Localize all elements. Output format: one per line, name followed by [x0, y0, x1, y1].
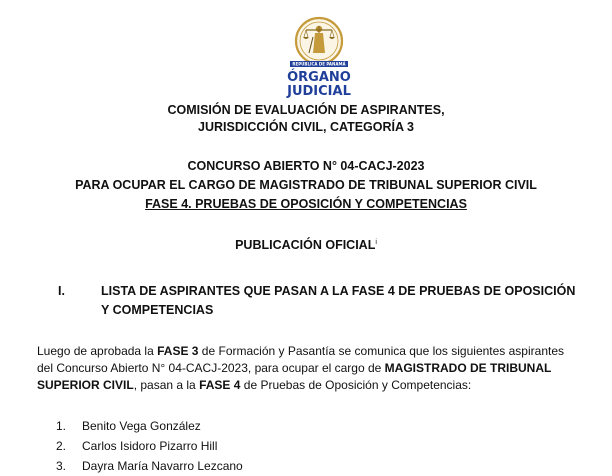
- section-number: I.: [58, 284, 65, 298]
- section-title-line1: LISTA DE ASPIRANTES QUE PASAN A LA FASE 4 DE PRUEBAS DE OPOSICIÓN: [101, 284, 576, 298]
- list-item: 1. Benito Vega González: [56, 419, 201, 433]
- footnote-mark: i: [375, 239, 377, 246]
- paragraph-line: Luego de aprobada la FASE 3 de Formación y Pasantía se comunica que los siguientes aspirantes: [37, 344, 564, 358]
- contest-line2: PARA OCUPAR EL CARGO DE MAGISTRADO DE TRIBUNAL SUPERIOR CIVIL: [75, 178, 537, 192]
- candidate-list: [56, 416, 243, 476]
- intro-paragraph: [37, 343, 585, 394]
- section-title-line2: Y COMPETENCIAS: [101, 303, 214, 317]
- svg-text:ÓRGANO: ÓRGANO: [287, 70, 351, 85]
- list-item: 2. Carlos Isidoro Pizarro Hill: [56, 439, 218, 453]
- commission-title-line1: COMISIÓN DE EVALUACIÓN DE ASPIRANTES,: [167, 103, 445, 117]
- contest-line3: [0, 196, 612, 212]
- commission-title-line2: JURISDICCIÓN CIVIL, CATEGORÍA 3: [198, 120, 414, 134]
- paragraph-line: del Concurso Abierto N° 04-CACJ-2023, para ocupar el cargo de MAGISTRADO DE TRIBUNAL: [37, 361, 552, 375]
- svg-text:JUDICIAL: JUDICIAL: [287, 84, 351, 99]
- list-item: 3. Dayra María Navarro Lezcano: [56, 459, 243, 473]
- svg-text:REPÚBLICA DE PANAMÁ: REPÚBLICA DE PANAMÁ: [292, 61, 346, 67]
- phase-title: FASE 4. PRUEBAS DE OPOSICIÓN Y COMPETENCIAS: [145, 197, 467, 211]
- contest-line1: CONCURSO ABIERTO N° 04-CACJ-2023: [187, 159, 425, 173]
- paragraph-line: SUPERIOR CIVIL, pasan a la FASE 4 de Pruebas de Oposición y Competencias:: [37, 378, 472, 392]
- lady-justice-icon: [276, 15, 362, 99]
- publication-title: PUBLICACIÓN OFICIAL$^i$: [235, 238, 377, 253]
- organo-judicial-logo: [276, 15, 362, 99]
